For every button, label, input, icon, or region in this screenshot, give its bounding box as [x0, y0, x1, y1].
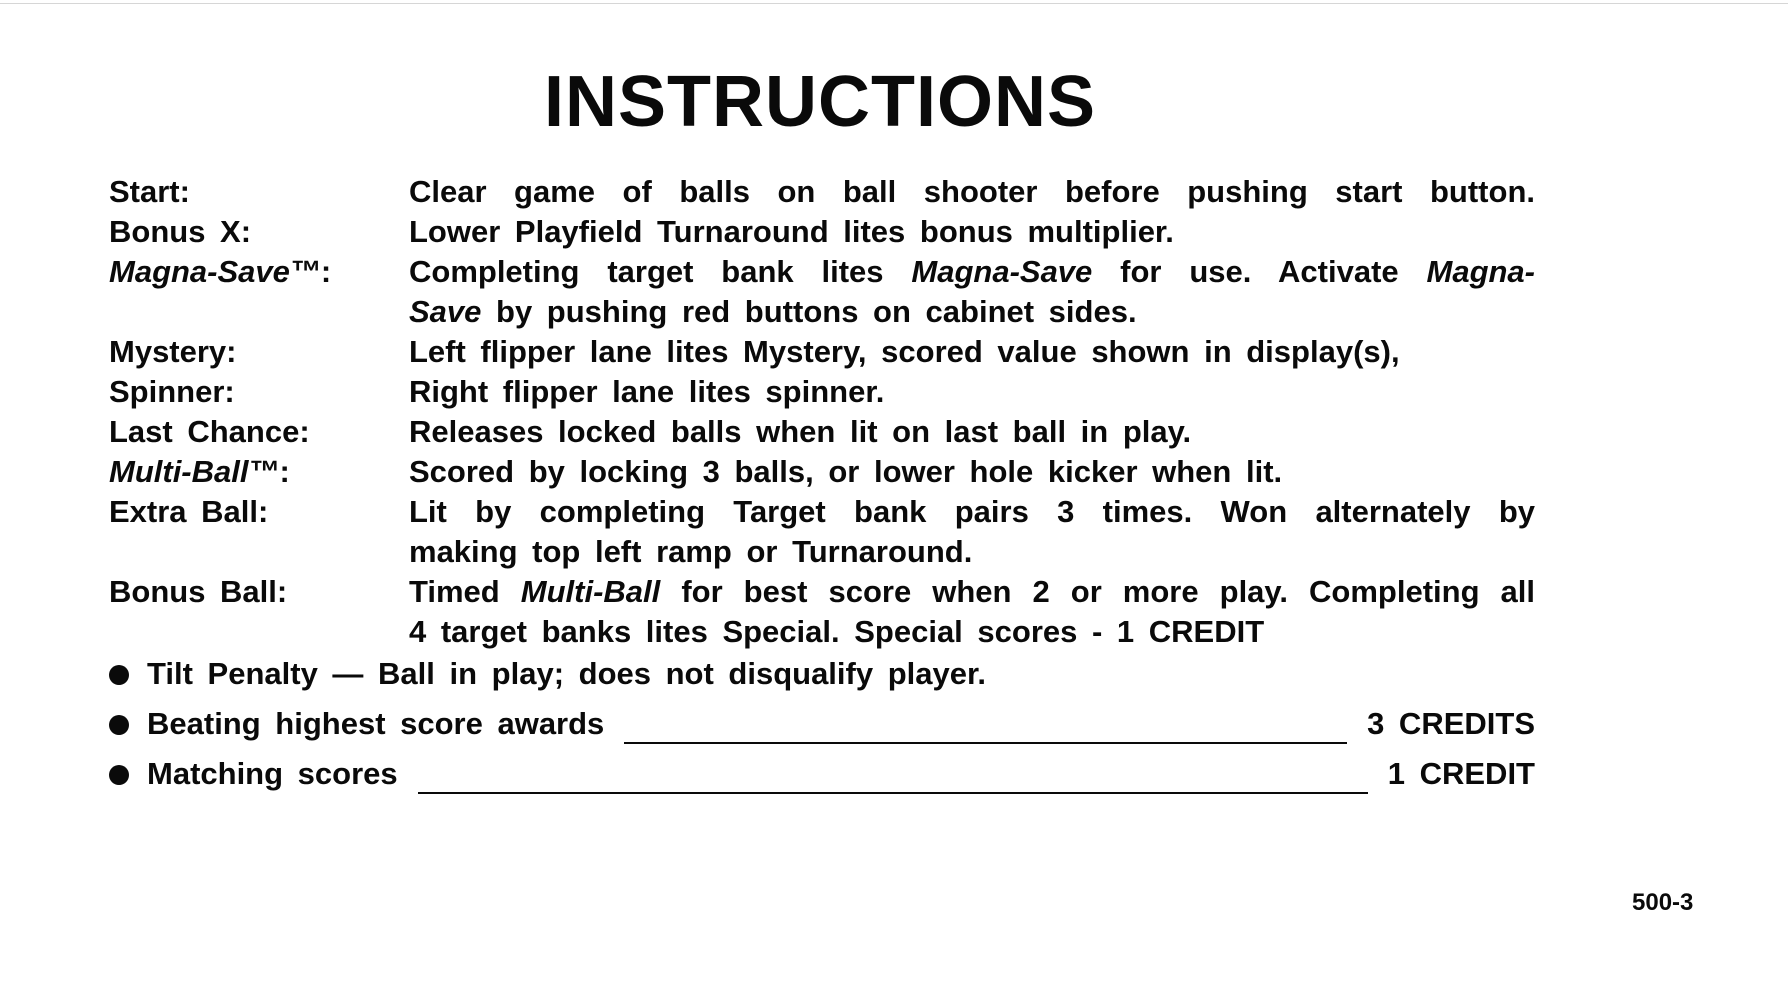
top-divider-line: [0, 3, 1788, 4]
rule-label: Bonus X:: [109, 214, 252, 249]
rule-description: [409, 252, 1535, 332]
leader-line: [418, 792, 1368, 794]
rule-line: Scored by locking 3 balls, or lower hole kicker when lit.: [409, 454, 1283, 489]
award-value: 3 CREDITS: [1367, 706, 1535, 741]
rule-text-italic: Multi-Ball: [520, 574, 661, 609]
rule-text-segment: Completing target bank lites: [409, 254, 912, 289]
page-title: INSTRUCTIONS: [544, 62, 1096, 142]
rule-label-italic: Multi-Ball™: [109, 454, 280, 489]
rule-label: [109, 452, 409, 492]
rules-list: [109, 172, 1535, 652]
rule-text-segment: Timed: [409, 574, 521, 609]
rule-text-segment: for best score when 2 or more play. Completing all: [660, 574, 1536, 609]
rule-line: [409, 292, 1535, 332]
document-code: 500-3: [1632, 889, 1694, 916]
rule-magna-save: [109, 252, 1535, 332]
rule-description: [409, 332, 1535, 372]
rule-label: Start:: [109, 174, 190, 209]
rule-label: Spinner:: [109, 374, 235, 409]
rule-text-italic: Magna-Save: [911, 254, 1093, 289]
rule-bonus-x: [109, 212, 1535, 252]
bullet-icon: [109, 715, 129, 735]
bullet-text: Beating highest score awards: [147, 706, 605, 741]
rule-line: making top left ramp or Turnaround.: [409, 534, 973, 569]
rule-multi-ball: [109, 452, 1535, 492]
bullet-text: Tilt Penalty — Ball in play; does not disqualify player.: [147, 656, 986, 691]
rule-text-italic: Save: [409, 294, 482, 329]
rule-description: [409, 452, 1535, 492]
rule-description: [409, 212, 1535, 252]
rule-label-colon: :: [279, 454, 290, 489]
rule-line: [409, 252, 1535, 292]
awards-list: [109, 654, 1535, 804]
bullet-icon: [109, 665, 129, 685]
rule-line: Right flipper lane lites spinner.: [409, 374, 885, 409]
rule-description: [409, 572, 1535, 652]
rule-description: [409, 372, 1535, 412]
rule-line: 4 target banks lites Special. Special scores - 1 CREDIT: [409, 614, 1265, 649]
rule-text-segment: for use. Activate: [1092, 254, 1427, 289]
rule-extra-ball: [109, 492, 1535, 572]
award-value: 1 CREDIT: [1387, 756, 1535, 791]
rule-label: Last Chance:: [109, 414, 310, 449]
rule-bonus-ball: [109, 572, 1535, 652]
rule-label: Extra Ball:: [109, 494, 269, 529]
rule-mystery: [109, 332, 1535, 372]
rule-label: Bonus Ball:: [109, 574, 288, 609]
rule-text-italic: Magna-: [1426, 254, 1535, 289]
rule-start: [109, 172, 1535, 212]
bullet-tilt-penalty: [109, 654, 1535, 704]
rule-last-chance: [109, 412, 1535, 452]
bullet-text: Matching scores: [147, 756, 398, 791]
bullet-high-score: [109, 704, 1535, 754]
rule-spinner: [109, 372, 1535, 412]
bullet-matching: [109, 754, 1535, 804]
rule-label-italic: Magna-Save™: [109, 254, 321, 289]
rule-line: Lower Playfield Turnaround lites bonus multiplier.: [409, 214, 1174, 249]
rule-text-segment: by pushing red buttons on cabinet sides.: [481, 294, 1137, 329]
leader-line: [624, 742, 1347, 744]
rule-line: [409, 572, 1535, 612]
rule-label: Mystery:: [109, 334, 237, 369]
rule-label: [109, 252, 409, 332]
rule-description: [409, 172, 1535, 212]
rule-label-colon: :: [320, 254, 332, 289]
rule-line: Clear game of balls on ball shooter before pushing start button.: [409, 174, 1535, 209]
rule-line: Left flipper lane lites Mystery, scored value shown in display(s),: [409, 334, 1400, 369]
bullet-icon: [109, 765, 129, 785]
rule-line: Releases locked balls when lit on last ball in play.: [409, 414, 1192, 449]
rule-description: [409, 492, 1535, 572]
rule-line: Lit by completing Target bank pairs 3 times. Won alternately by: [409, 494, 1535, 529]
rule-description: [409, 412, 1535, 452]
